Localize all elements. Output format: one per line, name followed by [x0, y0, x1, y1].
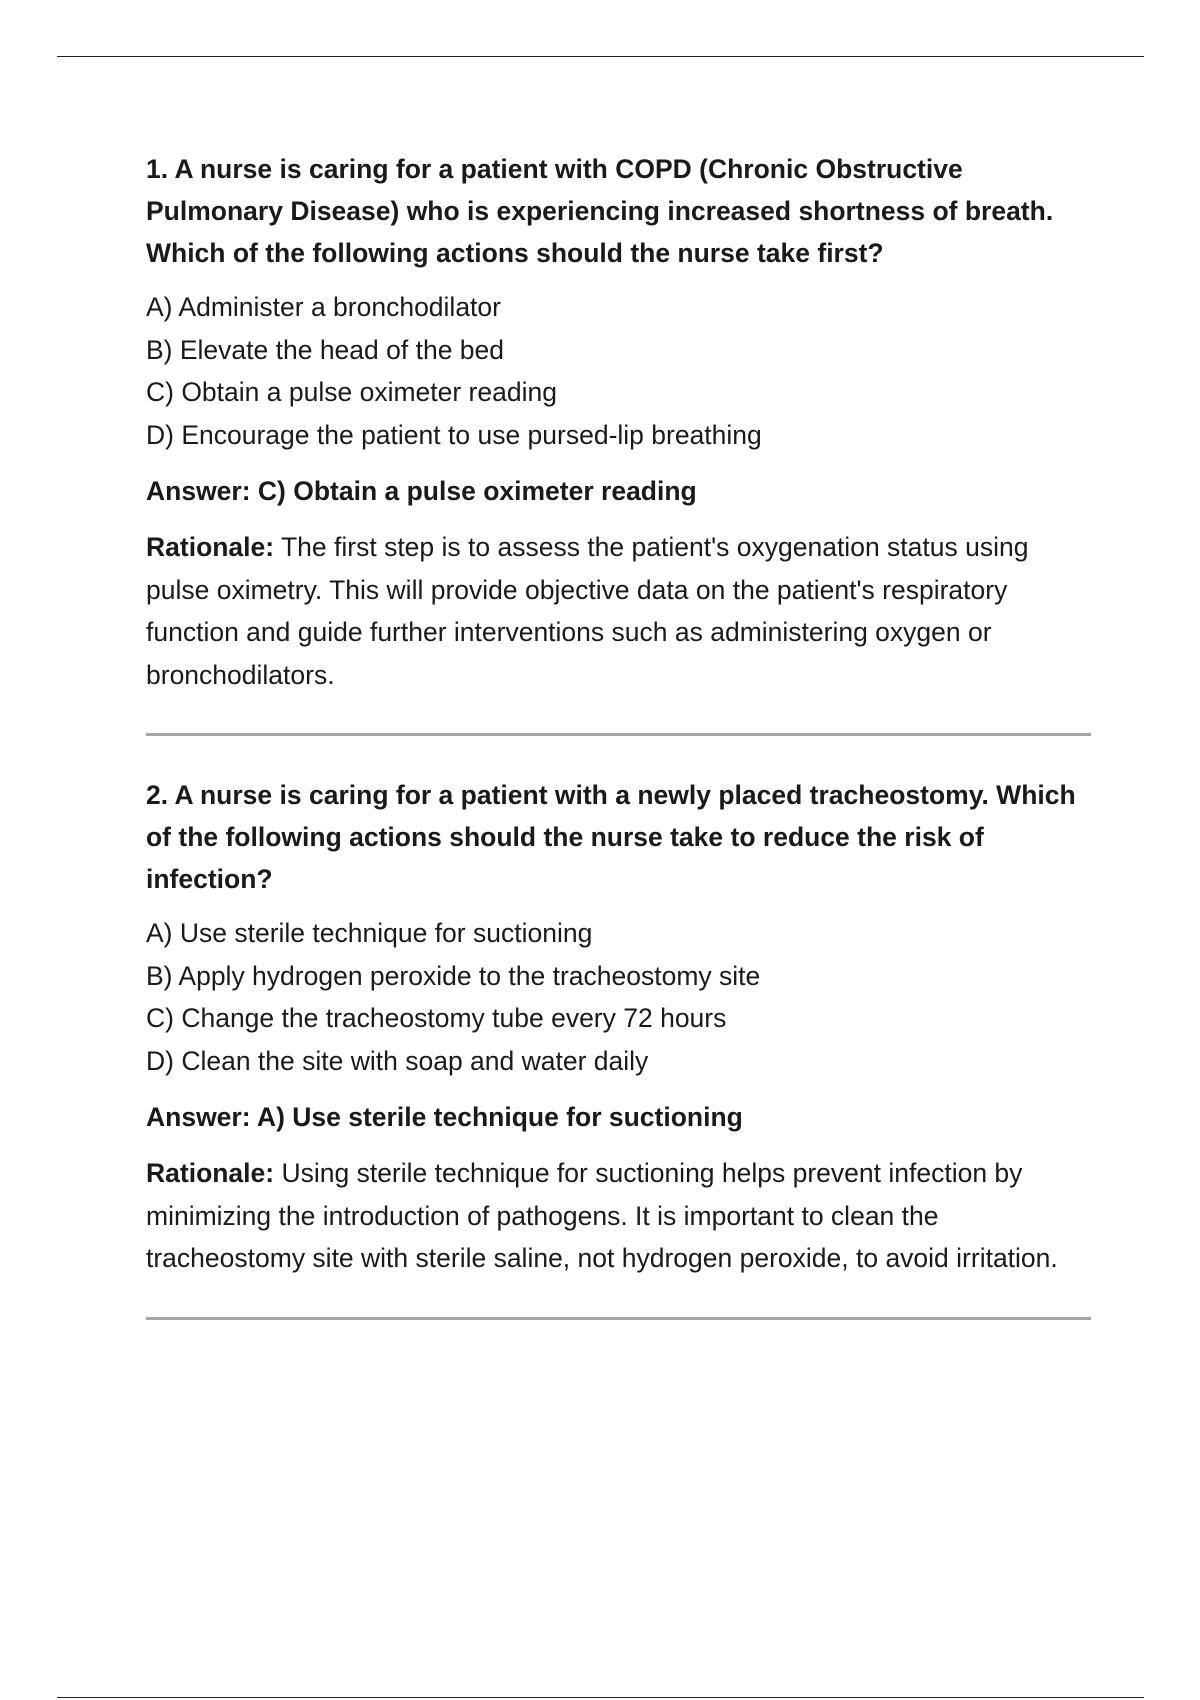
option-a: A) Use sterile technique for suctioning — [146, 918, 593, 948]
option-c: C) Obtain a pulse oximeter reading — [146, 377, 557, 407]
section-divider — [146, 733, 1091, 736]
question-prompt: 1. A nurse is caring for a patient with COPD (Chronic Obstructive Pulmonary Disease) who is experiencing increased shortness of breath. Which of the following actions should the nurse take first? — [146, 154, 1054, 268]
answer-options — [146, 912, 1091, 1082]
question-prompt: 2. A nurse is caring for a patient with a newly placed tracheostomy. Which of the following actions should the nurse take to reduce the risk of infection? — [146, 780, 1076, 894]
option-c: C) Change the tracheostomy tube every 72 hours — [146, 1003, 727, 1033]
option-a: A) Administer a bronchodilator — [146, 292, 501, 322]
section-divider — [146, 1317, 1091, 1320]
rationale-label: Rationale: — [146, 532, 275, 562]
correct-answer: Answer: A) Use sterile technique for suctioning — [146, 1102, 743, 1132]
option-d: D) Clean the site with soap and water daily — [146, 1045, 649, 1076]
document-body — [146, 148, 1091, 1358]
question-block-2 — [146, 774, 1091, 1280]
rationale — [146, 1152, 1091, 1280]
question-block-1 — [146, 148, 1091, 696]
answer-options — [146, 286, 1091, 456]
correct-answer: Answer: C) Obtain a pulse oximeter reading — [146, 476, 697, 506]
rationale-text: Using sterile technique for suctioning helps prevent infection by minimizing the introduction of pathogens. It is important to clean the tracheostomy site with sterile saline, not hydrogen peroxide, to avoid irritation. — [146, 1158, 1058, 1273]
rationale — [146, 526, 1091, 696]
page-bottom-rule — [57, 1697, 1144, 1698]
option-b: B) Apply hydrogen peroxide to the tracheostomy site — [146, 960, 761, 991]
rationale-text: The first step is to assess the patient's oxygenation status using pulse oximetry. This will provide objective data on the patient's respiratory function and guide further interventions such as administering oxygen or bronchodilators. — [146, 532, 1029, 690]
rationale-label: Rationale: — [146, 1158, 275, 1188]
option-b: B) Elevate the head of the bed — [146, 334, 505, 365]
option-d: D) Encourage the patient to use pursed-lip breathing — [146, 419, 762, 450]
page-top-rule — [57, 56, 1144, 57]
